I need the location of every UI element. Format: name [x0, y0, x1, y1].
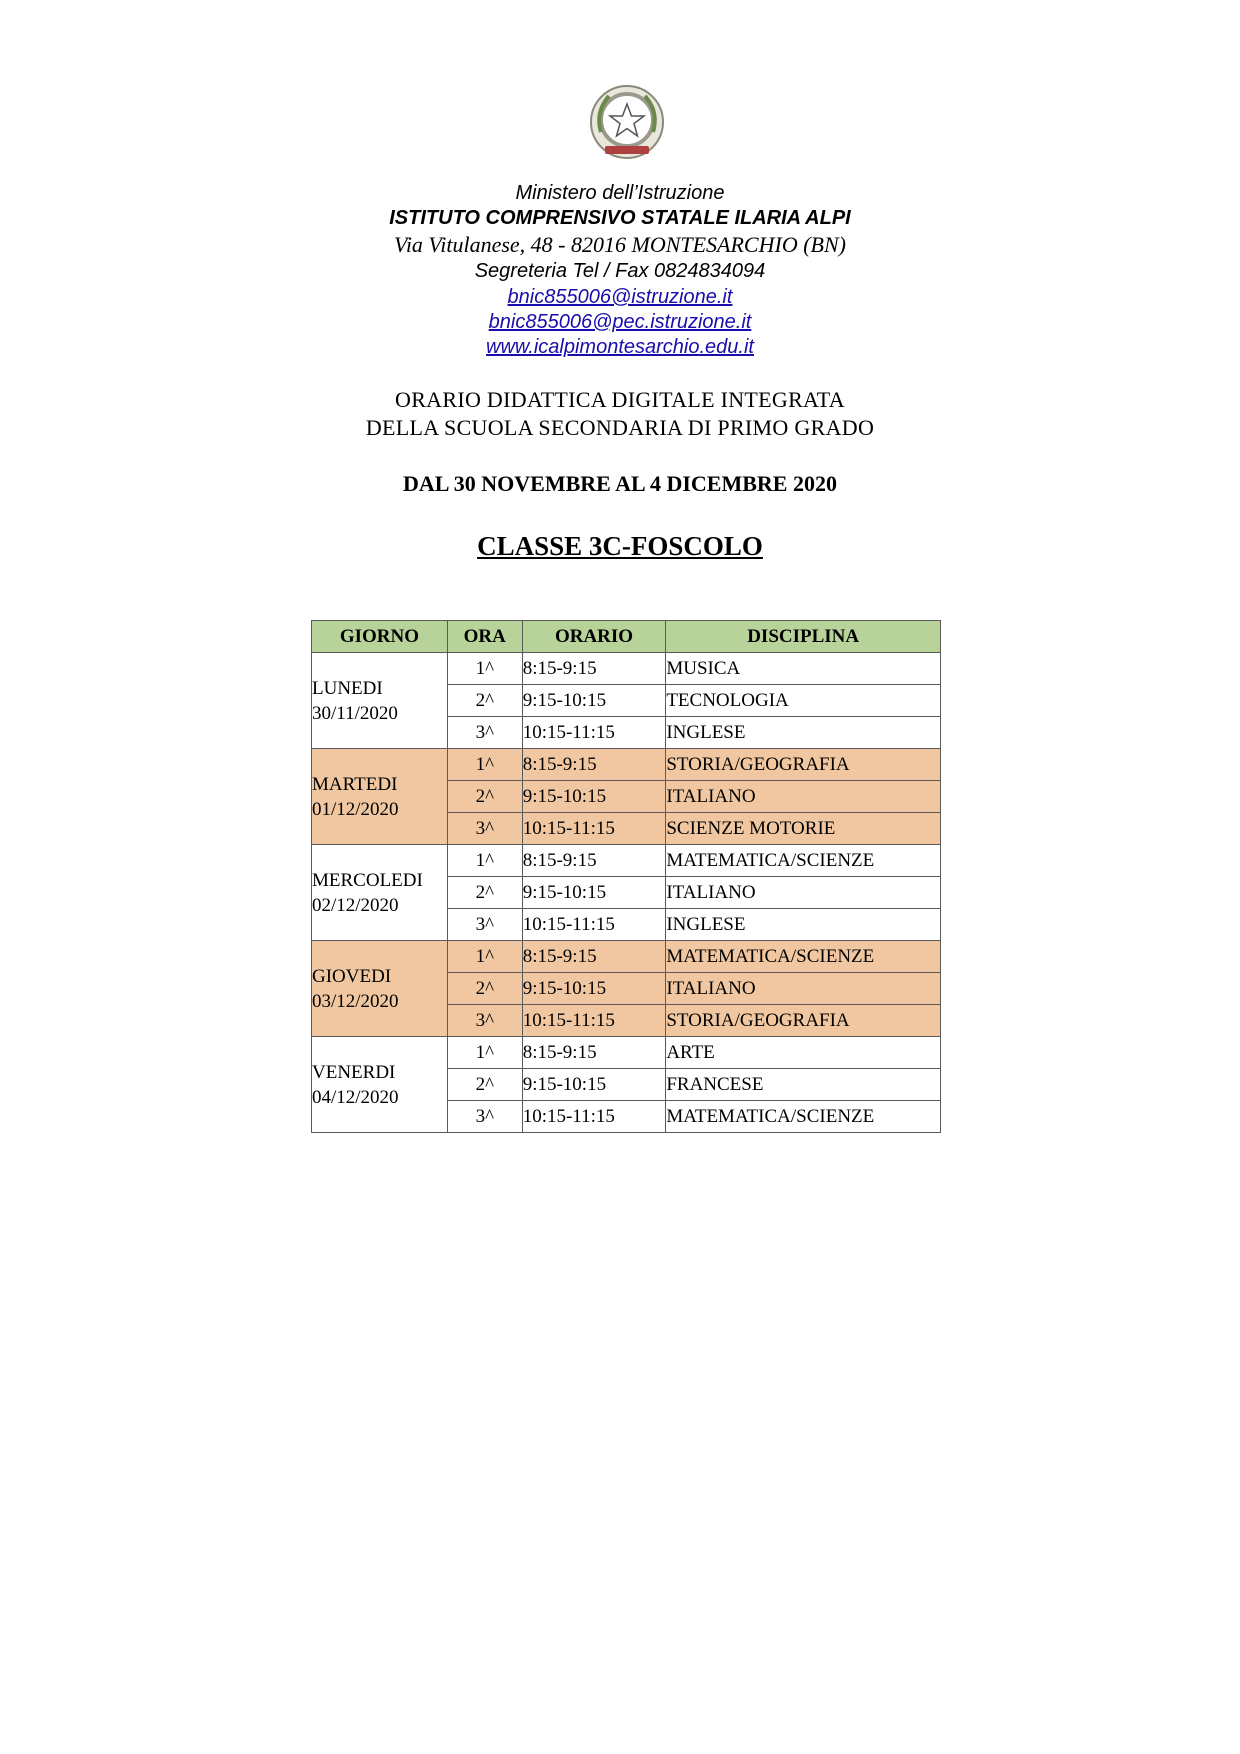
- day-date: 01/12/2020: [312, 798, 399, 820]
- ora-cell: 3^: [447, 1101, 522, 1133]
- orario-cell: 10:15-11:15: [522, 1005, 666, 1037]
- orario-cell: 10:15-11:15: [522, 909, 666, 941]
- document-title-line2: DELLA SCUOLA SECONDARIA DI PRIMO GRADO: [365, 415, 875, 440]
- document-title-line1: ORARIO DIDATTICA DIGITALE INTEGRATA: [395, 387, 845, 412]
- day-name: VENERDI: [312, 1061, 396, 1083]
- disciplina-cell: ITALIANO: [666, 877, 941, 909]
- orario-cell: 8:15-9:15: [522, 1037, 666, 1069]
- ora-cell: 3^: [447, 717, 522, 749]
- table-row: [312, 653, 941, 685]
- header-orario: ORARIO: [522, 621, 666, 653]
- header-disciplina: DISCIPLINA: [666, 621, 941, 653]
- ora-cell: 3^: [447, 1005, 522, 1037]
- disciplina-cell: MATEMATICA/SCIENZE: [666, 845, 941, 877]
- ora-cell: 1^: [447, 941, 522, 973]
- email-line: [0, 286, 1240, 309]
- website-line: [0, 336, 1240, 359]
- ora-cell: 2^: [447, 1069, 522, 1101]
- ora-cell: 1^: [447, 653, 522, 685]
- ora-cell: 3^: [447, 813, 522, 845]
- day-name: MERCOLEDI: [312, 869, 423, 891]
- disciplina-cell: TECNOLOGIA: [666, 685, 941, 717]
- class-name: CLASSE 3C-FOSCOLO: [477, 531, 763, 561]
- header-giorno: GIORNO: [312, 621, 448, 653]
- disciplina-cell: ITALIANO: [666, 973, 941, 1005]
- day-name: MARTEDI: [312, 773, 398, 795]
- disciplina-cell: MATEMATICA/SCIENZE: [666, 1101, 941, 1133]
- day-date: 30/11/2020: [312, 702, 398, 724]
- orario-cell: 10:15-11:15: [522, 1101, 666, 1133]
- disciplina-cell: ARTE: [666, 1037, 941, 1069]
- italian-republic-emblem-icon: [587, 82, 667, 162]
- orario-cell: 8:15-9:15: [522, 653, 666, 685]
- table-row: [312, 749, 941, 781]
- date-range: DAL 30 NOVEMBRE AL 4 DICEMBRE 2020: [403, 471, 837, 496]
- orario-cell: 8:15-9:15: [522, 941, 666, 973]
- table-row: [312, 1037, 941, 1069]
- disciplina-cell: INGLESE: [666, 717, 941, 749]
- ora-cell: 3^: [447, 909, 522, 941]
- orario-cell: 10:15-11:15: [522, 813, 666, 845]
- table-row: [312, 941, 941, 973]
- ora-cell: 1^: [447, 1037, 522, 1069]
- school-address: Via Vitulanese, 48 - 82016 MONTESARCHIO (BN): [394, 232, 846, 257]
- table-row: [312, 845, 941, 877]
- orario-cell: 9:15-10:15: [522, 877, 666, 909]
- day-name: LUNEDI: [312, 677, 383, 699]
- disciplina-cell: STORIA/GEOGRAFIA: [666, 749, 941, 781]
- schedule-table: [311, 620, 941, 1133]
- orario-cell: 9:15-10:15: [522, 685, 666, 717]
- day-date: 04/12/2020: [312, 1086, 399, 1108]
- pec-link[interactable]: bnic855006@pec.istruzione.it: [488, 311, 752, 333]
- orario-cell: 8:15-9:15: [522, 749, 666, 781]
- day-cell-lunedi: [312, 653, 448, 749]
- day-name: GIOVEDI: [312, 965, 392, 987]
- pec-line: [0, 311, 1240, 334]
- disciplina-cell: INGLESE: [666, 909, 941, 941]
- orario-cell: 9:15-10:15: [522, 1069, 666, 1101]
- day-date: 03/12/2020: [312, 990, 399, 1012]
- orario-cell: 8:15-9:15: [522, 845, 666, 877]
- school-name: ISTITUTO COMPRENSIVO STATALE ILARIA ALPI: [389, 207, 851, 229]
- disciplina-cell: SCIENZE MOTORIE: [666, 813, 941, 845]
- day-cell-mercoledi: [312, 845, 448, 941]
- header-ora: ORA: [447, 621, 522, 653]
- email-link[interactable]: bnic855006@istruzione.it: [507, 286, 733, 308]
- table-header-row: [312, 621, 941, 653]
- ora-cell: 1^: [447, 749, 522, 781]
- disciplina-cell: MUSICA: [666, 653, 941, 685]
- website-link[interactable]: www.icalpimontesarchio.edu.it: [486, 336, 754, 358]
- day-cell-venerdi: [312, 1037, 448, 1133]
- orario-cell: 9:15-10:15: [522, 973, 666, 1005]
- day-date: 02/12/2020: [312, 894, 399, 916]
- day-cell-martedi: [312, 749, 448, 845]
- ora-cell: 2^: [447, 973, 522, 1005]
- day-cell-giovedi: [312, 941, 448, 1037]
- disciplina-cell: MATEMATICA/SCIENZE: [666, 941, 941, 973]
- ministry-name: Ministero dell’Istruzione: [515, 182, 725, 204]
- orario-cell: 10:15-11:15: [522, 717, 666, 749]
- orario-cell: 9:15-10:15: [522, 781, 666, 813]
- ora-cell: 2^: [447, 877, 522, 909]
- ora-cell: 2^: [447, 781, 522, 813]
- ora-cell: 2^: [447, 685, 522, 717]
- school-phone: Segreteria Tel / Fax 0824834094: [474, 260, 766, 282]
- disciplina-cell: FRANCESE: [666, 1069, 941, 1101]
- ora-cell: 1^: [447, 845, 522, 877]
- disciplina-cell: STORIA/GEOGRAFIA: [666, 1005, 941, 1037]
- disciplina-cell: ITALIANO: [666, 781, 941, 813]
